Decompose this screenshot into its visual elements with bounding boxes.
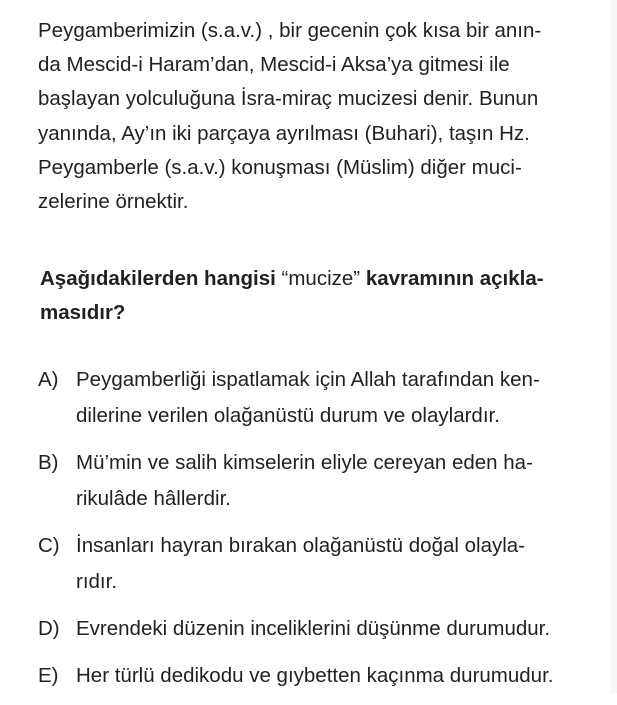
option-letter: A) bbox=[38, 368, 59, 391]
option-b[interactable] bbox=[38, 445, 578, 517]
question-line-2 bbox=[40, 296, 568, 330]
option-text bbox=[76, 611, 578, 647]
question-bold-part: kavramının açıkla- bbox=[365, 267, 544, 290]
option-text bbox=[76, 528, 578, 600]
passage-line: zelerine örnektir. bbox=[38, 190, 189, 214]
question-line-1 bbox=[40, 262, 568, 296]
option-d[interactable] bbox=[38, 611, 578, 647]
page-edge bbox=[611, 0, 617, 693]
option-line: rikulâde hâllerdir. bbox=[76, 487, 231, 510]
answer-options bbox=[38, 362, 578, 705]
question-stem bbox=[40, 262, 568, 330]
passage-line: başlayan yolculuğuna İsra-miraç mucizesi denir. Bunun bbox=[38, 87, 539, 111]
option-c[interactable] bbox=[38, 528, 578, 600]
option-line: İnsanları hayran bırakan olağanüstü doğal olayla- bbox=[76, 534, 526, 557]
passage-line: Peygamberimizin (s.a.v.) , bir gecenin çok kısa bir anın- bbox=[38, 19, 542, 42]
option-a[interactable] bbox=[38, 362, 578, 434]
passage-line: yanında, Ay’ın iki parçaya ayrılması (Buhari), taşın Hz. bbox=[38, 121, 530, 145]
option-line: rıdır. bbox=[76, 570, 118, 593]
option-line: Evrendeki düzenin inceliklerini düşünme durumudur. bbox=[76, 617, 551, 640]
option-letter: E) bbox=[38, 664, 59, 687]
question-keyword: “mucize” bbox=[275, 267, 366, 290]
option-line: Her türlü dedikodu ve gıybetten kaçınma durumudur. bbox=[76, 664, 554, 687]
option-text bbox=[76, 445, 578, 517]
passage-line: Peygamberle (s.a.v.) konuşması (Müslim) diğer muci- bbox=[38, 155, 522, 179]
option-line: Peygamberliği ispatlamak için Allah tarafından ken- bbox=[76, 368, 540, 391]
option-line: dilerine verilen olağanüstü durum ve olaylardır. bbox=[76, 404, 500, 427]
option-e[interactable] bbox=[38, 658, 578, 694]
passage-text bbox=[38, 14, 566, 219]
option-letter: D) bbox=[38, 617, 60, 640]
option-letter: B) bbox=[38, 451, 59, 474]
option-letter: C) bbox=[38, 534, 60, 557]
passage-line: da Mescid-i Haram’dan, Mescid-i Aksa’ya gitmesi ile bbox=[38, 53, 510, 77]
question-bold-part: masıdır? bbox=[40, 301, 126, 324]
option-text bbox=[76, 658, 578, 694]
question-bold-part: Aşağıdakilerden hangisi bbox=[40, 267, 276, 290]
option-line: Mü’min ve salih kimselerin eliyle cereyan eden ha- bbox=[76, 451, 533, 474]
option-text bbox=[76, 362, 578, 434]
